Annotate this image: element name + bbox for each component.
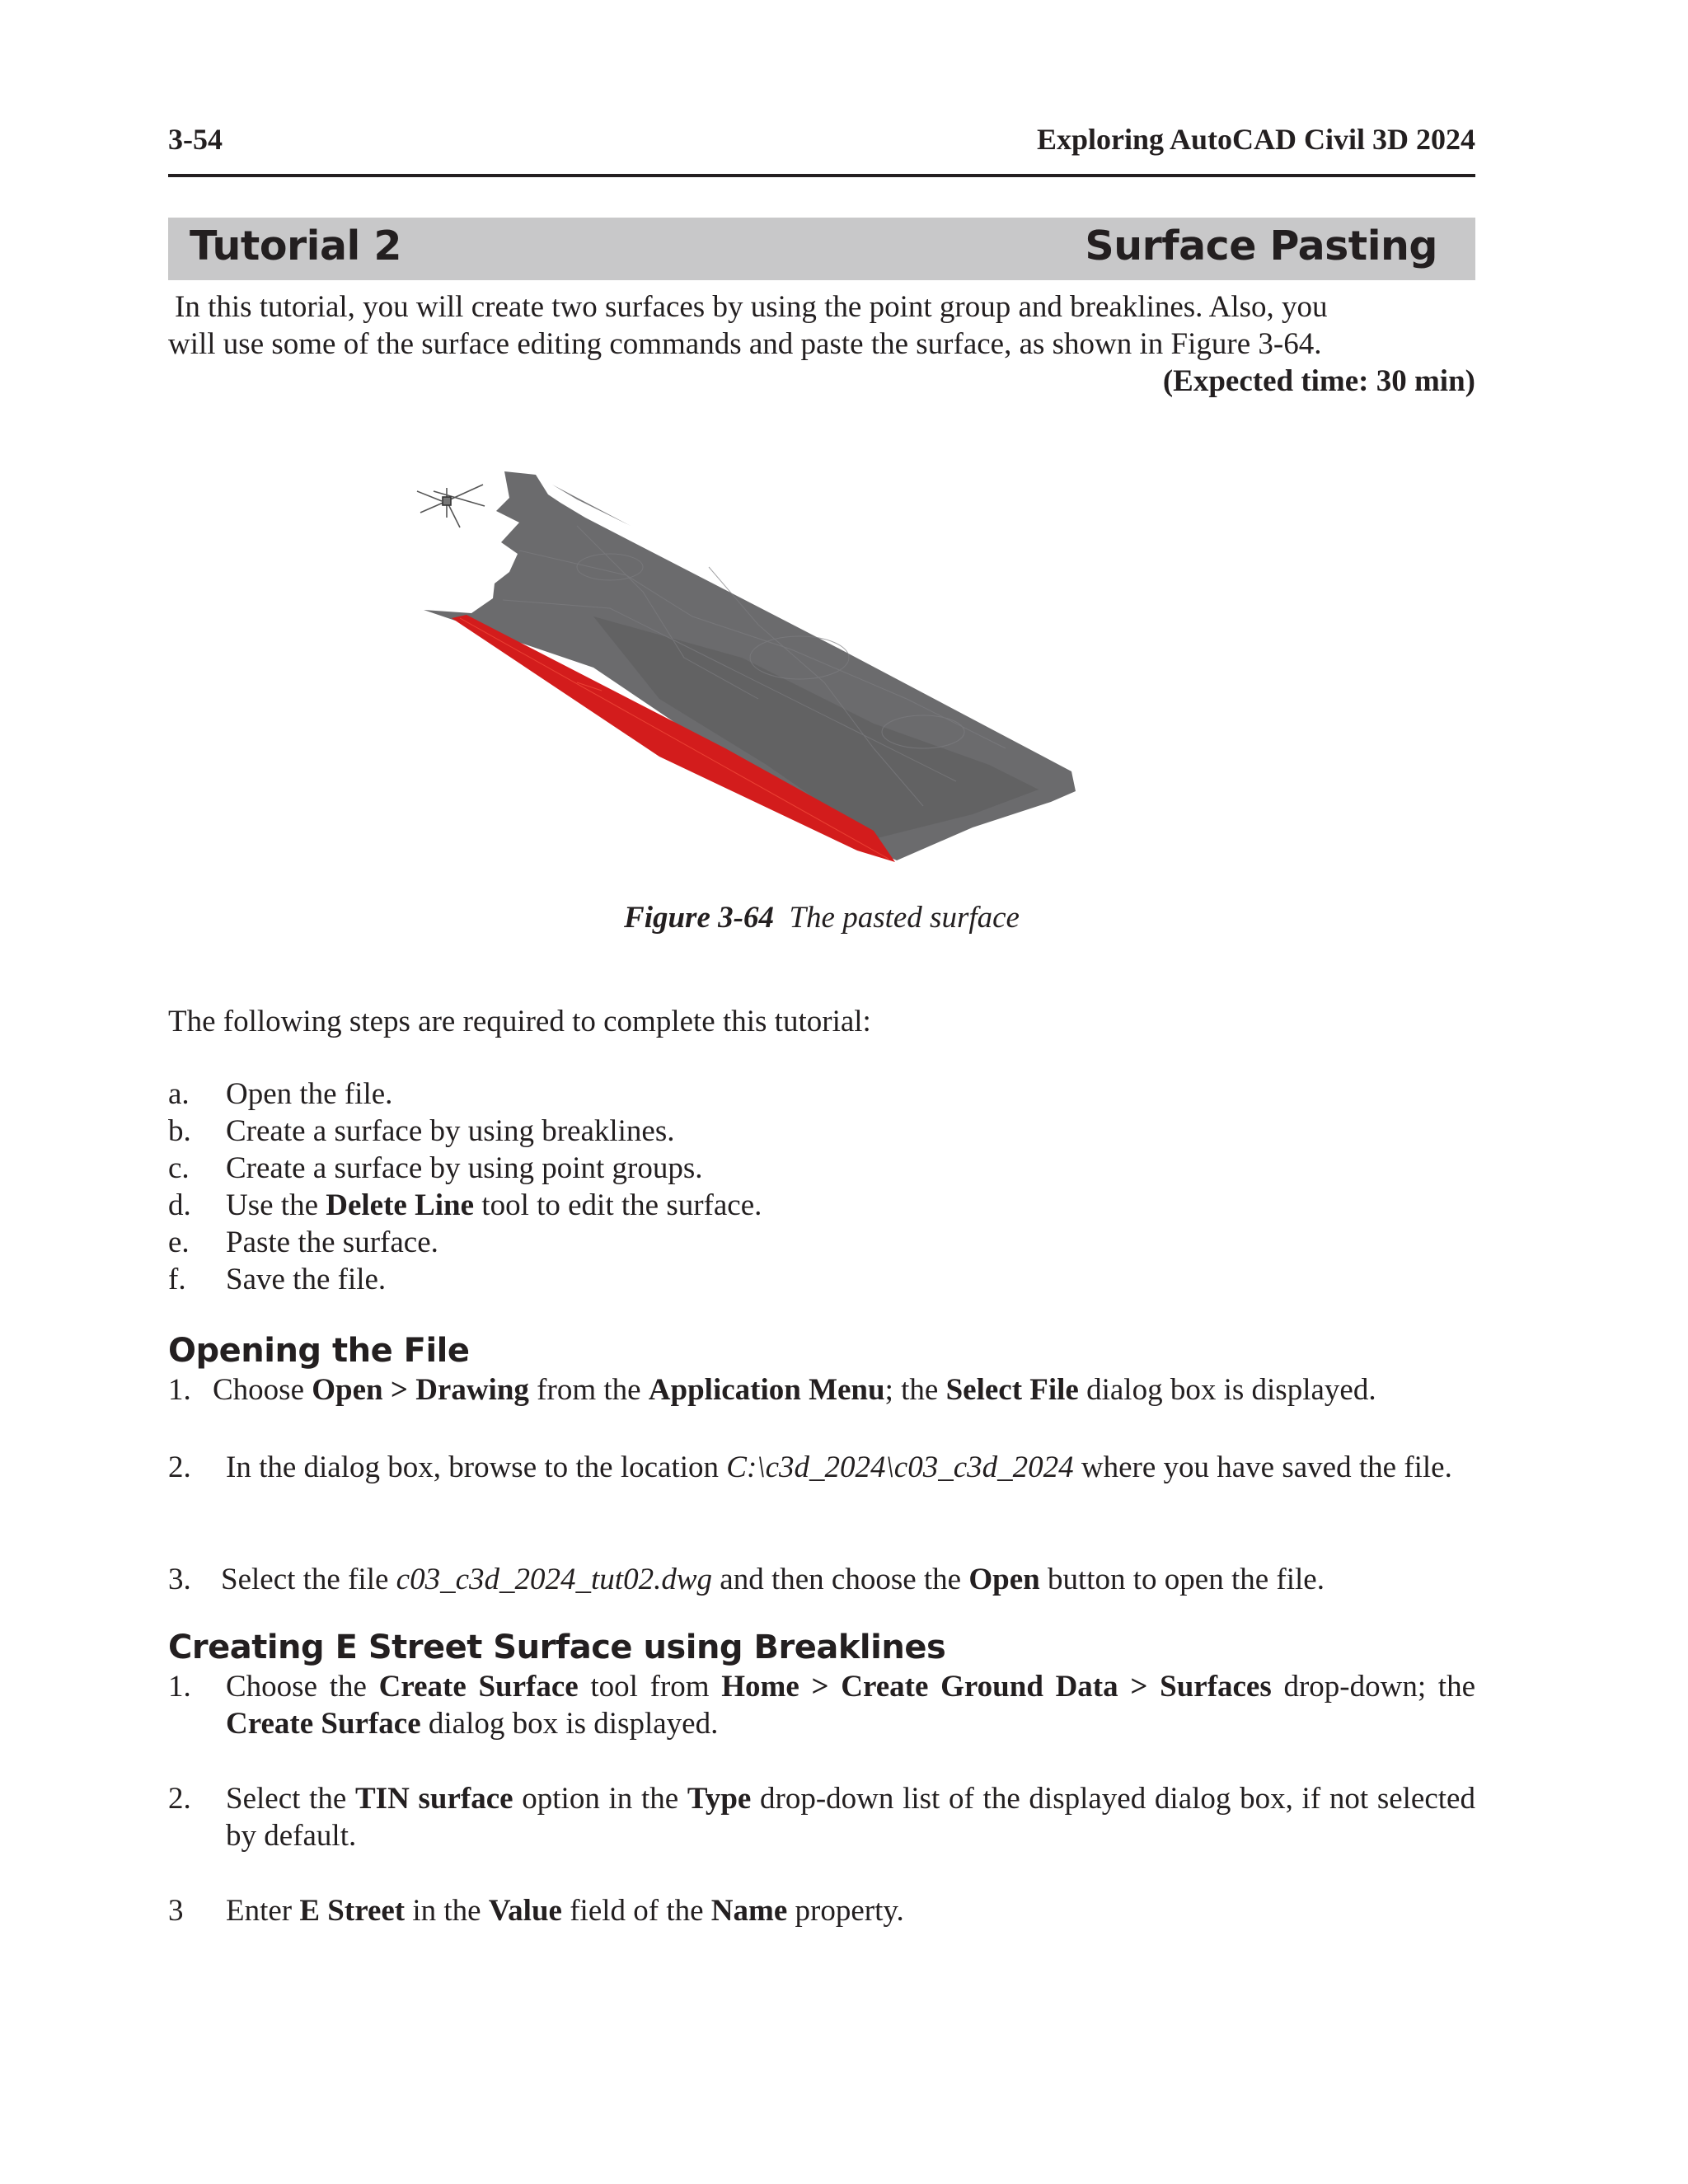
figure-number: Figure 3-64 — [624, 901, 774, 935]
tutorial-title: Surface Pasting — [1085, 223, 1437, 269]
numbered-item: 2. Select the TIN surface option in the Type drop-down list of the displayed dialog box, if not selected by default. — [168, 1782, 1475, 1853]
page-number: 3-54 — [168, 123, 223, 156]
tutorial-intro — [168, 288, 1475, 363]
expected-time: (Expected time: 30 min) — [1162, 364, 1475, 398]
numbered-item: 2. In the dialog box, browse to the location C:\c3d_2024\c03_c3d_2024 where you have saved the file. — [168, 1451, 1452, 1484]
section-heading-e-street: Creating E Street Surface using Breaklines — [168, 1629, 946, 1666]
figure-caption-text: The pasted surface — [789, 901, 1020, 935]
intro-line-2: will use some of the surface editing commands and paste the surface, as shown in Figure 3-64. — [168, 327, 1322, 361]
running-header — [168, 122, 1475, 160]
figure-caption — [168, 900, 1475, 935]
tutorial-label: Tutorial 2 — [190, 223, 401, 269]
intro-line-1: In this tutorial, you will create two surfaces by using the point group and breaklines. Also, you — [175, 290, 1328, 324]
steps-intro: The following steps are required to complete this tutorial: — [168, 1005, 871, 1038]
ucs-crosshair-icon — [417, 485, 485, 527]
header-rule — [168, 174, 1475, 177]
numbered-item: 1. Choose Open > Drawing from the Application Menu; the Select File dialog box is displayed. — [168, 1373, 1376, 1407]
numbered-item: 3. Select the file c03_c3d_2024_tut02.dwg and then choose the Open button to open the file. — [168, 1563, 1325, 1596]
section-heading-opening-file: Opening the File — [168, 1332, 470, 1370]
numbered-item: 3 Enter E Street in the Value field of the Name property. — [168, 1894, 904, 1928]
book-title: Exploring AutoCAD Civil 3D 2024 — [1036, 123, 1475, 156]
numbered-item: 1. Choose the Create Surface tool from Home > Create Ground Data > Surfaces drop-down; the Create Surface dialog box is displayed. — [168, 1670, 1476, 1741]
tutorial-banner — [168, 218, 1475, 280]
pasted-surface-figure — [412, 452, 1137, 880]
